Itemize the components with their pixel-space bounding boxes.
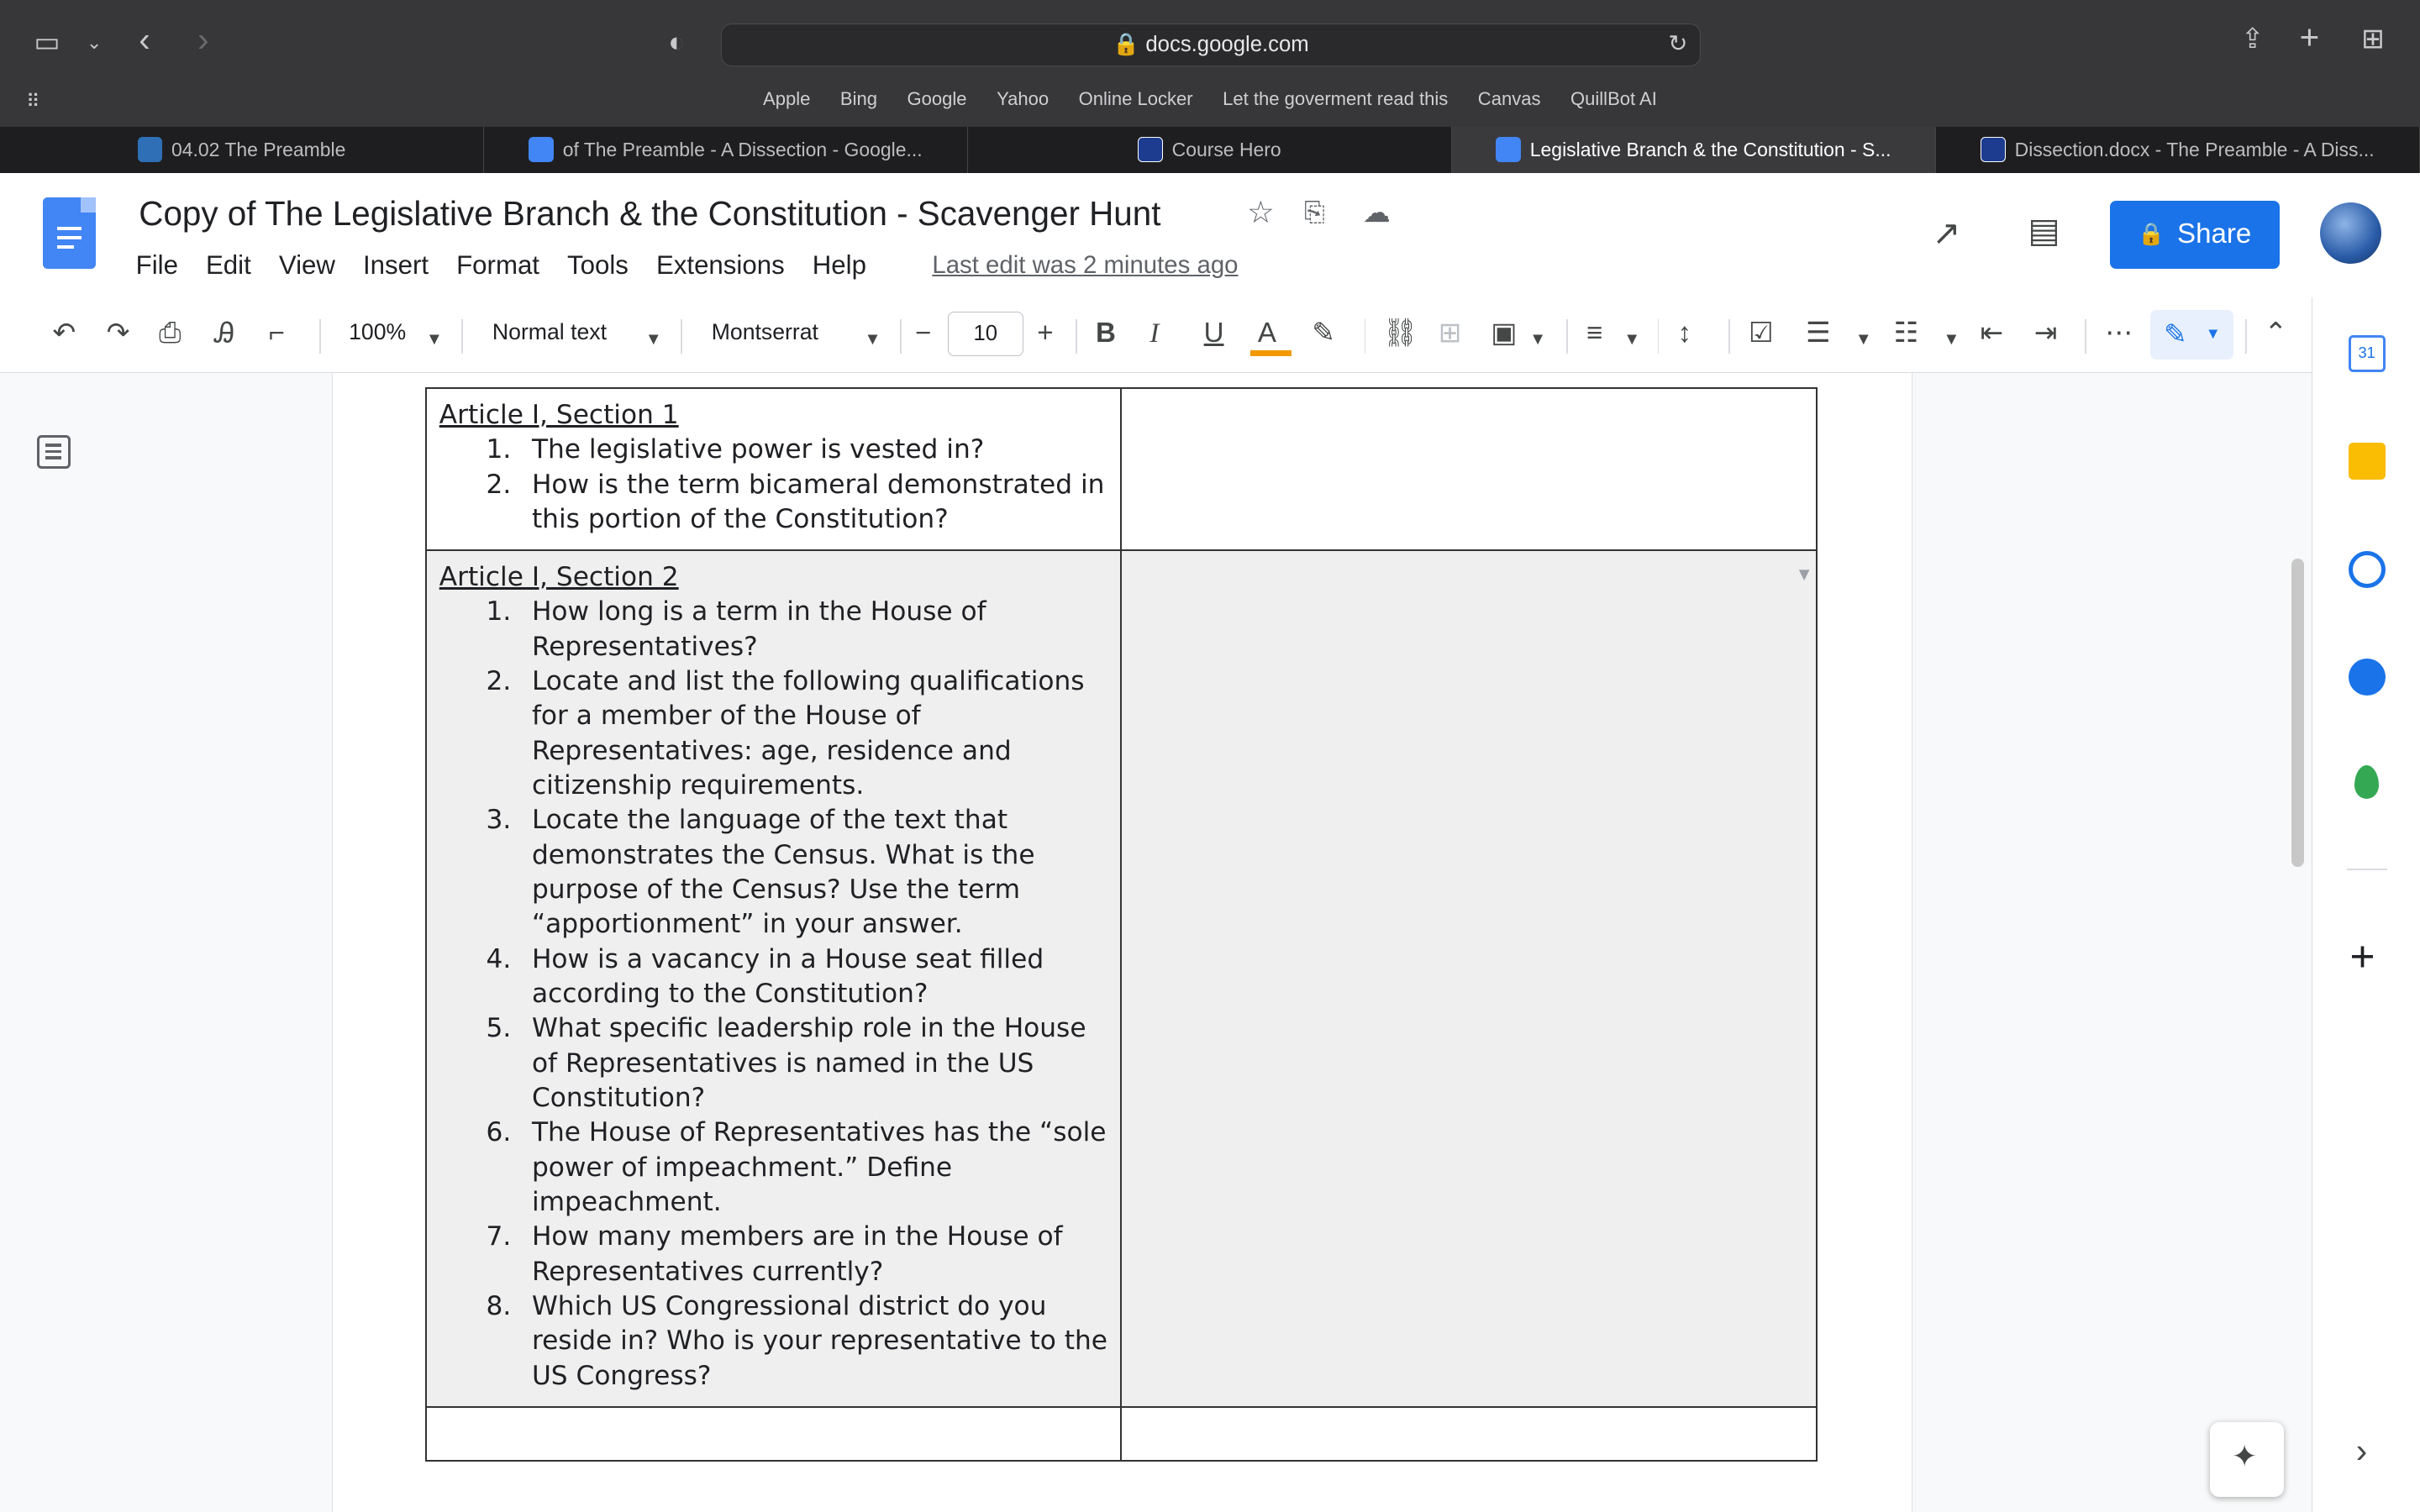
editing-mode-button[interactable]: [2150, 310, 2233, 360]
browser-tab[interactable]: [1936, 127, 2420, 173]
formatting-toolbar: [0, 297, 2312, 372]
paint-format-icon[interactable]: ⌐: [268, 317, 285, 349]
menu-edit[interactable]: Edit: [205, 249, 251, 280]
table-row: [426, 388, 1817, 550]
list-item: 5. What specific leadership role in the House of Representatives is named in the US Constitution?: [519, 1011, 1107, 1116]
grid-icon[interactable]: ⠿: [26, 90, 40, 112]
pencil-icon: ✎: [2164, 319, 2187, 351]
bookmark-item[interactable]: Google: [907, 87, 967, 109]
tab-label: 04.02 The Preamble: [171, 138, 346, 160]
align-icon[interactable]: ≡: [1586, 317, 1603, 349]
menu-extensions[interactable]: Extensions: [655, 249, 785, 280]
menu-insert[interactable]: Insert: [362, 249, 429, 280]
course-hero-icon: [1981, 137, 2005, 161]
last-edit-link[interactable]: Last edit was 2 minutes ago: [932, 251, 1239, 280]
chevron-down-icon[interactable]: ▼: [644, 329, 662, 349]
calendar-day: 31: [2358, 343, 2375, 361]
print-icon[interactable]: ⎙: [159, 317, 182, 349]
increase-font-size-button[interactable]: +: [1037, 317, 1054, 349]
course-hero-icon: [1138, 137, 1162, 161]
bookmarks-bar: [0, 88, 2420, 110]
tab-label: of The Preamble - A Dissection - Google...: [562, 138, 923, 160]
question-list: [439, 433, 1108, 537]
list-item: 1. The legislative power is vested in?: [519, 433, 1107, 467]
table-row: [426, 550, 1817, 1407]
underline-button[interactable]: U: [1203, 317, 1224, 349]
scrollbar[interactable]: [2291, 559, 2304, 867]
chevron-down-icon[interactable]: ▼: [1943, 329, 1960, 349]
tasks-icon[interactable]: [2349, 551, 2386, 588]
section-heading: Article I, Section 1: [439, 400, 679, 430]
add-comment-icon[interactable]: ⊞: [1438, 317, 1462, 349]
new-tab-icon[interactable]: +: [2299, 17, 2320, 56]
list-item: 8. Which US Congressional district do you reside in? Who is your representative to the US Congress?: [519, 1289, 1107, 1394]
share-button[interactable]: [2110, 201, 2280, 269]
question-cell[interactable]: [426, 1407, 1121, 1461]
docs-icon: [1496, 137, 1520, 161]
highlight-icon[interactable]: ✎: [1312, 317, 1335, 349]
flvs-icon: [138, 137, 162, 161]
chevron-down-icon[interactable]: ▼: [864, 329, 881, 349]
menu-help[interactable]: Help: [812, 249, 866, 280]
bulleted-list-icon[interactable]: ☰: [1805, 317, 1831, 349]
comments-icon[interactable]: ▤: [2028, 210, 2060, 249]
browser-tab[interactable]: [968, 127, 1452, 173]
tab-label: Dissection.docx - The Preamble - A Diss...: [2014, 138, 2375, 160]
avatar[interactable]: [2320, 202, 2381, 264]
line-spacing-icon[interactable]: ↕: [1677, 317, 1692, 349]
text-color-button[interactable]: A: [1257, 317, 1276, 349]
document-canvas: [0, 373, 2312, 1511]
bold-button[interactable]: B: [1096, 317, 1116, 349]
add-addon-icon[interactable]: +: [2349, 931, 2375, 980]
menu-view[interactable]: View: [278, 249, 335, 280]
chevron-down-icon[interactable]: ▼: [1623, 329, 1641, 349]
list-item: 3. Locate the language of the text that demonstrates the Census. What is the purpose of the Census? Use the term “apportionment” in your answer.: [519, 803, 1107, 942]
browser-tab-active[interactable]: [1452, 127, 1936, 173]
checklist-icon[interactable]: ☑: [1748, 317, 1774, 349]
browser-toolbar: [0, 0, 2420, 127]
text-color-swatch: [1250, 350, 1292, 356]
shield-icon[interactable]: ◐: [668, 27, 686, 59]
share-label: Share: [2177, 218, 2252, 250]
bookmark-item[interactable]: Let the goverment read this: [1223, 87, 1449, 109]
bookmark-item[interactable]: Online Locker: [1078, 87, 1193, 109]
list-item: 1. How long is a term in the House of Representatives?: [519, 595, 1107, 664]
collapse-menus-icon[interactable]: ⌃: [2264, 317, 2288, 349]
menu-tools[interactable]: Tools: [567, 249, 629, 280]
answer-cell[interactable]: [1121, 550, 1816, 1407]
document-title[interactable]: Copy of The Legislative Branch & the Constitution - Scavenger Hunt: [139, 194, 1161, 234]
answer-cell[interactable]: [1121, 1407, 1816, 1461]
chevron-down-icon[interactable]: ▼: [1529, 329, 1547, 349]
question-list: [439, 595, 1108, 1394]
menu-bar: [136, 250, 894, 281]
expand-panel-icon[interactable]: ›: [2355, 1431, 2368, 1471]
list-item: 4. How is a vacancy in a House seat filled according to the Constitution?: [519, 942, 1107, 1012]
increase-indent-icon[interactable]: ⇥: [2033, 317, 2058, 349]
link-icon[interactable]: ⛓: [1382, 317, 1418, 349]
bookmark-item[interactable]: QuillBot AI: [1570, 87, 1657, 109]
menu-format[interactable]: Format: [456, 249, 539, 280]
redo-icon[interactable]: ↷: [106, 317, 130, 349]
divider: [2347, 869, 2387, 870]
docs-logo-icon[interactable]: [43, 197, 95, 268]
insert-image-icon[interactable]: ▣: [1491, 317, 1518, 349]
activity-trend-icon[interactable]: ↗: [1932, 213, 1961, 253]
browser-tab[interactable]: [0, 127, 484, 173]
contacts-icon[interactable]: [2349, 659, 2386, 696]
maps-icon[interactable]: [2354, 765, 2379, 799]
list-item: 2. Locate and list the following qualifications for a member of the House of Representatives: age, residence and citizenship requirements.: [519, 664, 1107, 803]
undo-icon[interactable]: ↶: [52, 317, 76, 349]
font-select[interactable]: Montserrat: [711, 319, 818, 345]
chevron-down-icon[interactable]: ▼: [1854, 329, 1872, 349]
scavenger-hunt-table: [425, 387, 1818, 1462]
question-cell[interactable]: [426, 550, 1121, 1407]
outline-icon[interactable]: [37, 435, 71, 469]
font-size-input[interactable]: 10: [948, 312, 1023, 356]
url-text: 🔒 docs.google.com: [1113, 32, 1309, 56]
sidebar-toggle-icon[interactable]: ▭: [34, 27, 60, 59]
bookmark-item[interactable]: Canvas: [1477, 87, 1541, 109]
chevron-down-icon[interactable]: ▼: [425, 329, 443, 349]
docs-icon: [529, 137, 553, 161]
tab-bar: [0, 127, 2420, 173]
cloud-saved-icon[interactable]: ☁: [1362, 197, 1391, 229]
explore-icon: ✦: [2231, 1438, 2258, 1473]
bookmark-item[interactable]: Apple: [763, 87, 811, 109]
list-item: 6. The House of Representatives has the “sole power of impeachment.” Define impeachment.: [519, 1116, 1107, 1220]
answer-cell[interactable]: [1121, 388, 1816, 550]
list-item: 2. How is the term bicameral demonstrated in this portion of the Constitution?: [519, 468, 1107, 538]
section-heading: Article I, Section 2: [439, 562, 679, 593]
back-icon[interactable]: ‹: [139, 20, 150, 60]
cell-menu-icon[interactable]: ▼: [1798, 566, 1810, 583]
table-row: [426, 1407, 1817, 1461]
move-folder-icon[interactable]: ⎘: [1304, 197, 1325, 228]
tab-overview-icon[interactable]: ⊞: [2361, 24, 2385, 55]
list-item: 7. How many members are in the House of Representatives currently?: [519, 1220, 1107, 1289]
more-options-icon[interactable]: ⋯: [2105, 317, 2133, 349]
spellcheck-icon[interactable]: Ꭿ: [214, 317, 235, 349]
tab-label: Legislative Branch & the Constitution - S...: [1529, 138, 1891, 160]
zoom-select[interactable]: 100%: [349, 319, 407, 345]
calendar-icon[interactable]: [2349, 335, 2386, 372]
document-page[interactable]: [332, 373, 1912, 1511]
italic-button[interactable]: I: [1150, 318, 1160, 349]
chevron-down-icon[interactable]: ⌄: [86, 32, 103, 54]
explore-button[interactable]: [2210, 1422, 2284, 1496]
style-select[interactable]: Normal text: [492, 319, 608, 345]
question-cell[interactable]: [426, 388, 1121, 550]
decrease-indent-icon[interactable]: ⇤: [1980, 317, 2004, 349]
chevron-down-icon: ▼: [2205, 323, 2221, 342]
address-bar[interactable]: [721, 24, 1701, 67]
bookmark-item[interactable]: Bing: [839, 87, 878, 109]
keep-icon[interactable]: [2349, 443, 2386, 480]
numbered-list-icon[interactable]: ☷: [1893, 317, 1919, 349]
decrease-font-size-button[interactable]: −: [915, 317, 932, 349]
star-icon[interactable]: ☆: [1247, 195, 1275, 230]
tab-label: Course Hero: [1171, 138, 1281, 160]
lock-icon: 🔒: [2138, 223, 2165, 247]
bookmark-item[interactable]: Yahoo: [997, 87, 1050, 109]
share-sheet-icon[interactable]: ⇪: [2240, 24, 2265, 55]
reload-icon[interactable]: ↻: [1668, 30, 1688, 57]
docs-header: [0, 173, 2420, 299]
forward-icon[interactable]: ›: [197, 20, 209, 60]
menu-file[interactable]: File: [135, 249, 178, 280]
side-panel: [2312, 297, 2420, 1511]
browser-tab[interactable]: [484, 127, 968, 173]
